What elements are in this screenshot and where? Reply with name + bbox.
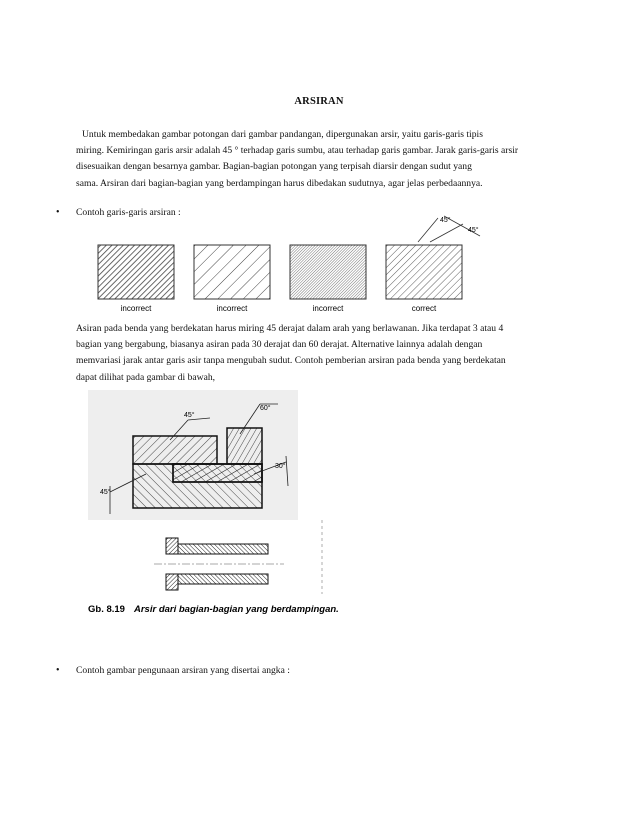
bullet-text: Contoh gambar pengunaan arsiran yang disertai angka : xyxy=(76,665,290,676)
bullet-numbered-hatch-examples xyxy=(56,665,290,676)
bullet-dot-icon: • xyxy=(56,207,60,218)
angle-leader-line xyxy=(418,218,438,242)
hatch-label-3: incorrect xyxy=(312,304,344,313)
hatch-label-4: correct xyxy=(411,304,437,313)
intro-line-4: sama. Arsiran dari bagian-bagian yang berdampingan harus dibedakan sudutnya, agar jelas perbedaannya. xyxy=(76,177,483,189)
hatch-sample-2 xyxy=(194,245,270,299)
bushing-section-figure xyxy=(88,520,348,630)
angle-label-2: 45° xyxy=(468,227,479,234)
hatch-sample-1 xyxy=(98,245,174,299)
page-title: ARSIRAN xyxy=(294,96,344,107)
angle-label-45-top: 45° xyxy=(184,412,195,419)
bullet-dot-icon: • xyxy=(56,665,60,676)
intro-line-1: Untuk membedakan gambar potongan dari gambar pandangan, dipergunakan arsir, yaitu garis-garis tipis xyxy=(82,129,483,140)
part-top-left xyxy=(133,436,217,464)
part-middle-overlay xyxy=(173,464,262,482)
hatch-examples-figure xyxy=(88,212,508,316)
intro-line-2: miring. Kemiringan garis arsir adalah 45 ° terhadap garis sumbu, atau terhadap garis gambar. Jarak garis-garis arsir xyxy=(76,145,519,157)
adjacent-hatch-paragraph xyxy=(76,321,576,386)
hatch-sample-3 xyxy=(290,245,366,299)
figure-caption-text: Arsir dari bagian-bagian yang berdampingan. xyxy=(134,604,339,615)
angle-label-1: 45° xyxy=(440,217,451,224)
hatch-sample-4 xyxy=(386,245,462,299)
angle-label-30: 30° xyxy=(275,463,286,470)
flange-bottom xyxy=(166,574,178,590)
intro-line-3: disesuaikan dengan besarnya gambar. Bagian-bagian potongan yang terpisah diarsir dengan sudut yang xyxy=(76,161,472,173)
adjacent-line-1: Asiran pada benda yang berdekatan harus miring 45 derajat dalam arah yang berlawanan. Jika terdapat 3 atau 4 xyxy=(76,323,504,334)
adjacent-line-3: memvariasi jarak antar garis asir tanpa mengubah sudut. Contoh pemberian arsiran pada benda yang berdekatan xyxy=(76,355,506,367)
hatch-label-2: incorrect xyxy=(216,304,248,313)
adjacent-line-2: bagian yang bergabung, biasanya asiran pada 30 derajat dan 60 derajat. Alternative lainnya adalah dengan xyxy=(76,339,483,351)
part-top-right xyxy=(227,428,262,464)
figure-caption-number: Gb. 8.19 xyxy=(88,604,125,615)
intro-paragraph xyxy=(76,127,576,192)
adjacent-line-4: dapat dilihat pada gambar di bawah, xyxy=(76,371,216,383)
angle-label-45-left: 45° xyxy=(100,489,111,496)
flange-top xyxy=(166,538,178,554)
sleeve-top xyxy=(178,544,268,554)
hatch-label-1: incorrect xyxy=(120,304,152,313)
adjacent-parts-figure xyxy=(88,390,308,522)
bullet-text: Contoh garis-garis arsiran : xyxy=(76,207,181,218)
angle-leader-line xyxy=(430,224,463,242)
sleeve-bottom xyxy=(178,574,268,584)
angle-label-60: 60° xyxy=(260,405,271,412)
